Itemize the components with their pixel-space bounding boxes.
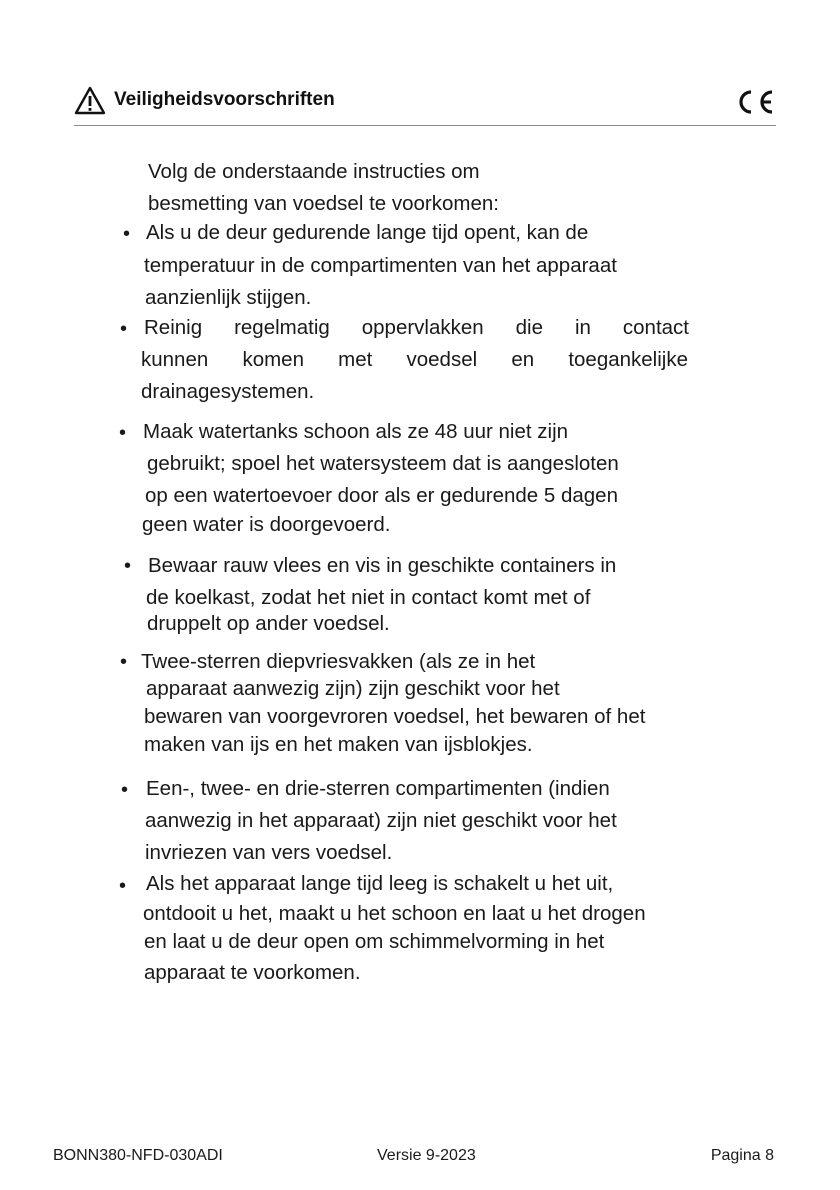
list-item-line: Een-, twee- en drie-sterren compartimenten (indien — [146, 777, 610, 800]
list-item-line: Als u de deur gedurende lange tijd opent, kan de — [146, 221, 589, 244]
header-divider — [74, 125, 776, 126]
list-item-line: op een watertoevoer door als er gedurende 5 dagen — [145, 484, 618, 507]
list-item-line: invriezen van vers voedsel. — [145, 841, 393, 864]
list-item-line: Twee-sterren diepvriesvakken (als ze in het — [141, 650, 536, 673]
bullet-icon: • — [119, 422, 127, 444]
list-item-line: bewaren van voorgevroren voedsel, het bewaren of het — [144, 705, 646, 728]
list-item-line: maken van ijs en het maken van ijsblokjes. — [144, 733, 533, 756]
bullet-icon: • — [124, 555, 132, 577]
list-item-line: apparaat aanwezig zijn) zijn geschikt voor het — [146, 677, 560, 700]
warning-triangle-icon — [74, 86, 106, 115]
list-item-line: aanwezig in het apparaat) zijn niet geschikt voor het — [145, 809, 617, 832]
list-item-line: Als het apparaat lange tijd leeg is schakelt u het uit, — [146, 872, 614, 895]
intro-line: Volg de onderstaande instructies om — [148, 160, 480, 183]
ce-mark-icon — [734, 88, 776, 116]
list-item-line: drainagesystemen. — [141, 380, 315, 403]
list-item-line: kunnen komen met voedsel en toegankelijke — [141, 348, 688, 371]
bullet-icon: • — [121, 779, 129, 801]
list-item-line: Reinig regelmatig oppervlakken die in contact — [144, 316, 689, 339]
list-item-line: de koelkast, zodat het niet in contact komt met of — [146, 586, 591, 609]
list-item-line: en laat u de deur open om schimmelvorming in het — [144, 930, 605, 953]
list-item-line: druppelt op ander voedsel. — [147, 612, 390, 635]
list-item-line: geen water is doorgevoerd. — [142, 513, 391, 536]
footer-model: BONN380-NFD-030ADI — [53, 1147, 223, 1164]
bullet-icon: • — [119, 875, 127, 897]
list-item-line: apparaat te voorkomen. — [144, 961, 361, 984]
bullet-icon: • — [120, 651, 128, 673]
list-item-line: ontdooit u het, maakt u het schoon en laat u het drogen — [143, 902, 646, 925]
page-title: Veiligheidsvoorschriften — [114, 89, 335, 110]
footer-version: Versie 9-2023 — [377, 1147, 476, 1164]
bullet-icon: • — [120, 318, 128, 340]
list-item-line: Maak watertanks schoon als ze 48 uur niet zijn — [143, 420, 569, 443]
footer-page-number: Pagina 8 — [710, 1147, 774, 1164]
list-item-line: temperatuur in de compartimenten van het apparaat — [144, 254, 617, 277]
page-header — [74, 84, 776, 124]
bullet-icon: • — [123, 223, 131, 245]
intro-line: besmetting van voedsel te voorkomen: — [148, 192, 499, 215]
list-item-line: gebruikt; spoel het watersysteem dat is aangesloten — [147, 452, 619, 475]
list-item-line: aanzienlijk stijgen. — [145, 286, 312, 309]
list-item-line: Bewaar rauw vlees en vis in geschikte containers in — [148, 554, 617, 577]
